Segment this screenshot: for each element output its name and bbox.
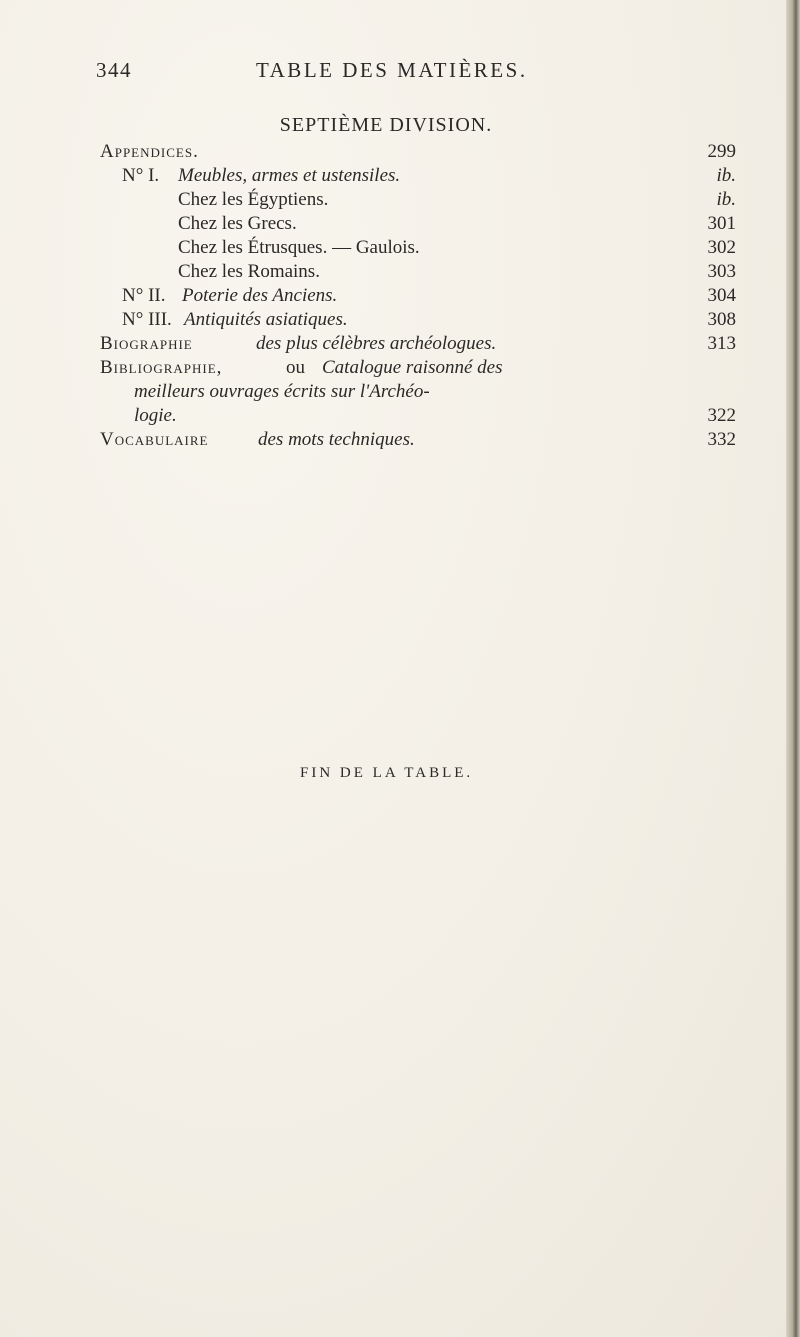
entry-page: 308 bbox=[707, 309, 736, 330]
division-title: SEPTIÈME DIVISION. bbox=[279, 114, 493, 136]
entry-label: Chez les Égyptiens. bbox=[178, 189, 329, 210]
entry-page: 304 bbox=[707, 285, 736, 306]
entry-connector: ou bbox=[286, 357, 305, 378]
entry-page: 313 bbox=[707, 333, 736, 354]
toc-entry-appendices bbox=[0, 140, 760, 164]
page-edge bbox=[786, 0, 800, 1337]
toc-entry-no2 bbox=[0, 284, 760, 308]
running-header bbox=[96, 58, 716, 84]
entry-number: N° III. bbox=[122, 309, 172, 330]
entry-title: des mots techniques. bbox=[258, 429, 415, 450]
toc-entry-no1 bbox=[0, 164, 760, 188]
entry-number: N° I. bbox=[122, 165, 160, 186]
entry-title: Meubles, armes et ustensiles. bbox=[178, 165, 401, 186]
toc-entry-no3 bbox=[0, 308, 760, 332]
running-title: TABLE DES MATIÈRES. bbox=[256, 58, 528, 82]
entry-page: 322 bbox=[707, 405, 736, 426]
entry-title-cont: meilleurs ouvrages écrits sur l'Archéo- bbox=[134, 381, 430, 402]
entry-title: Catalogue raisonné des bbox=[322, 357, 503, 378]
toc-entry-grecs bbox=[0, 212, 760, 236]
entry-number: N° II. bbox=[122, 285, 166, 306]
entry-page: 299 bbox=[707, 141, 736, 162]
entry-title: des plus célèbres archéologues. bbox=[256, 333, 497, 354]
entry-label: Vocabulaire bbox=[100, 429, 209, 450]
entry-label: Chez les Étrusques. — Gaulois. bbox=[178, 237, 420, 258]
toc-entry-etrusques bbox=[0, 236, 760, 260]
end-of-table: FIN DE LA TABLE. bbox=[300, 765, 474, 781]
toc-entry-romains bbox=[0, 260, 760, 284]
toc-entry-bibliographie-end bbox=[0, 404, 760, 428]
toc-entry-bibliographie-cont bbox=[0, 380, 760, 404]
entry-title-end: logie. bbox=[134, 405, 177, 426]
entry-page: 301 bbox=[707, 213, 736, 234]
toc-entry-biographie bbox=[0, 332, 760, 356]
toc-entry-egyptiens bbox=[0, 188, 760, 212]
entry-label: Bibliographie, bbox=[100, 357, 223, 378]
toc-entry-vocabulaire bbox=[0, 428, 760, 452]
entry-page: ib. bbox=[716, 189, 736, 210]
entry-page: 303 bbox=[707, 261, 736, 282]
toc-entry-bibliographie bbox=[0, 356, 760, 380]
entry-label: Biographie bbox=[100, 333, 193, 354]
entry-label: Appendices. bbox=[100, 141, 199, 162]
entry-title: Antiquités asiatiques. bbox=[184, 309, 348, 330]
entry-label: Chez les Romains. bbox=[178, 261, 320, 282]
entry-title: Poterie des Anciens. bbox=[182, 285, 338, 306]
page-number: 344 bbox=[96, 58, 132, 82]
entry-page: 302 bbox=[707, 237, 736, 258]
entry-page: ib. bbox=[716, 165, 736, 186]
entry-page: 332 bbox=[707, 429, 736, 450]
entry-label: Chez les Grecs. bbox=[178, 213, 297, 234]
